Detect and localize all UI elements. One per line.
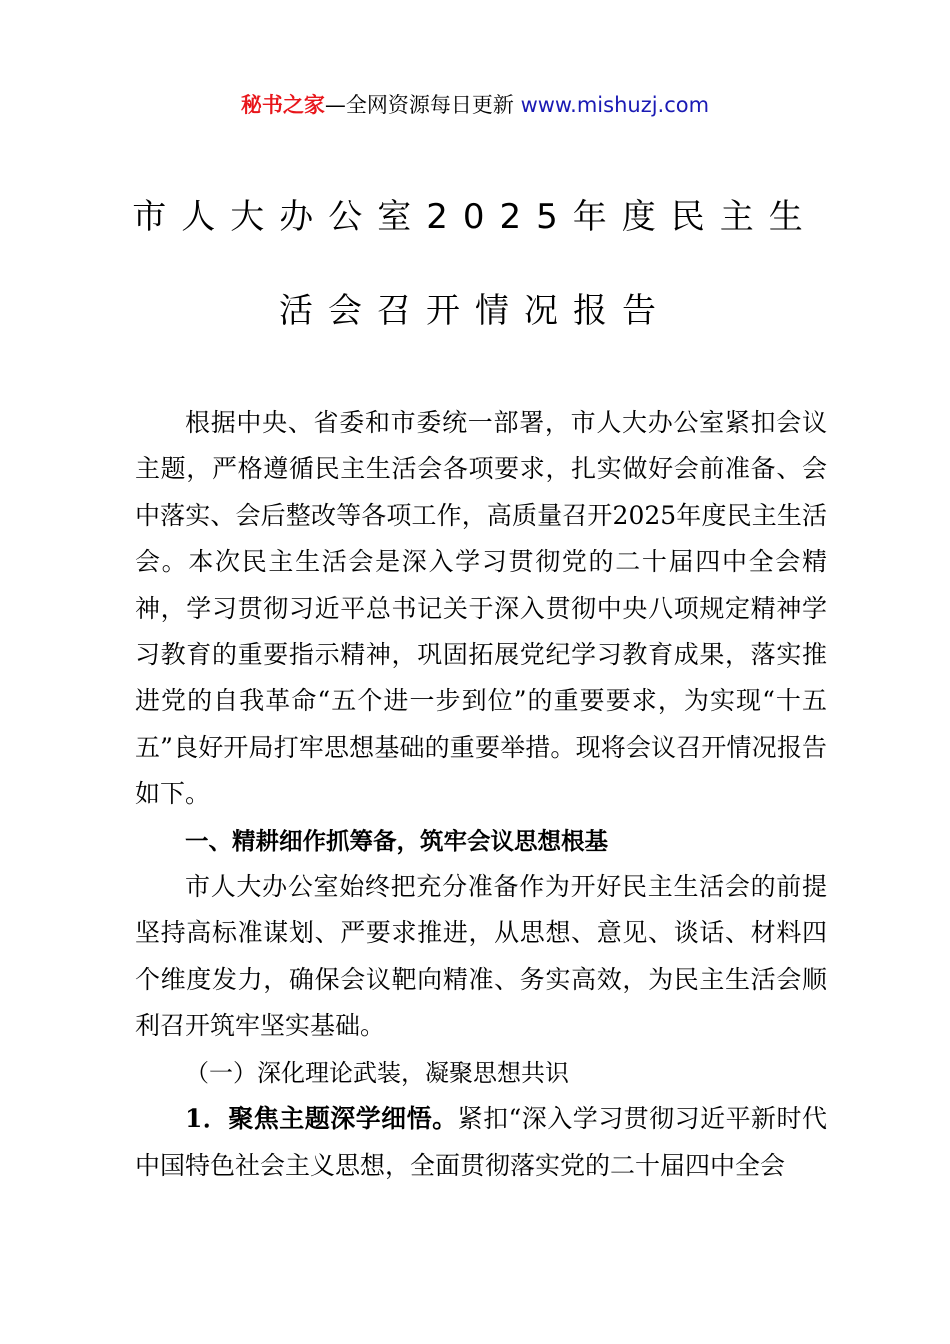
item-1-paragraph xyxy=(135,1096,827,1189)
item-1-text: 紧扣“深入学习贯彻习近平新时代中国特色社会主义思想，全面贯彻落实党的二十届四中全会 xyxy=(135,1104,827,1180)
item-1-lead: 1．聚焦主题深学细悟。 xyxy=(185,1104,458,1134)
site-banner xyxy=(0,88,950,122)
document-title-line-2: 活会召开情况报告 xyxy=(279,291,671,331)
site-tagline: —全网资源每日更新 xyxy=(324,93,521,117)
section-1-paragraph: 市人大办公室始终把充分准备作为开好民主生活会的前提坚持高标准谋划、严要求推进，从思想、意见、谈话、材料四个维度发力，确保会议靶向精准、务实高效，为民主生活会顺利召开筑牢坚实基础。 xyxy=(135,872,827,1041)
site-url-link[interactable]: www.mishuzj.com xyxy=(520,93,710,117)
subsection-heading-1: （一）深化理论武装，凝聚思想共识 xyxy=(185,1058,569,1087)
site-brand: 秘书之家 xyxy=(240,93,325,117)
section-heading-1: 一、精耕细作抓筹备，筑牢会议思想根基 xyxy=(185,826,608,855)
intro-paragraph: 根据中央、省委和市委统一部署，市人大办公室紧扣会议主题，严格遵循民主生活会各项要求，扎实做好会前准备、会中落实、会后整改等各项工作，高质量召开2025年度民主生活会。本次民主生活会是深入学习贯彻党的二十届四中全会精神，学习贯彻习近平总书记关于深入贯彻中央八项规定精神学习教育的重要指示精神，巩固拓展党纪学习教育成果，落实推进党的自我革命“五个进一步到位”的重要要求，为实现“十五五”良好开局打牢思想基础的重要举措。现将会议召开情况报告如下。 xyxy=(135,408,827,809)
document-title-line-1: 市人大办公室2025年度民主生 xyxy=(132,197,818,237)
document-body xyxy=(135,400,827,1189)
